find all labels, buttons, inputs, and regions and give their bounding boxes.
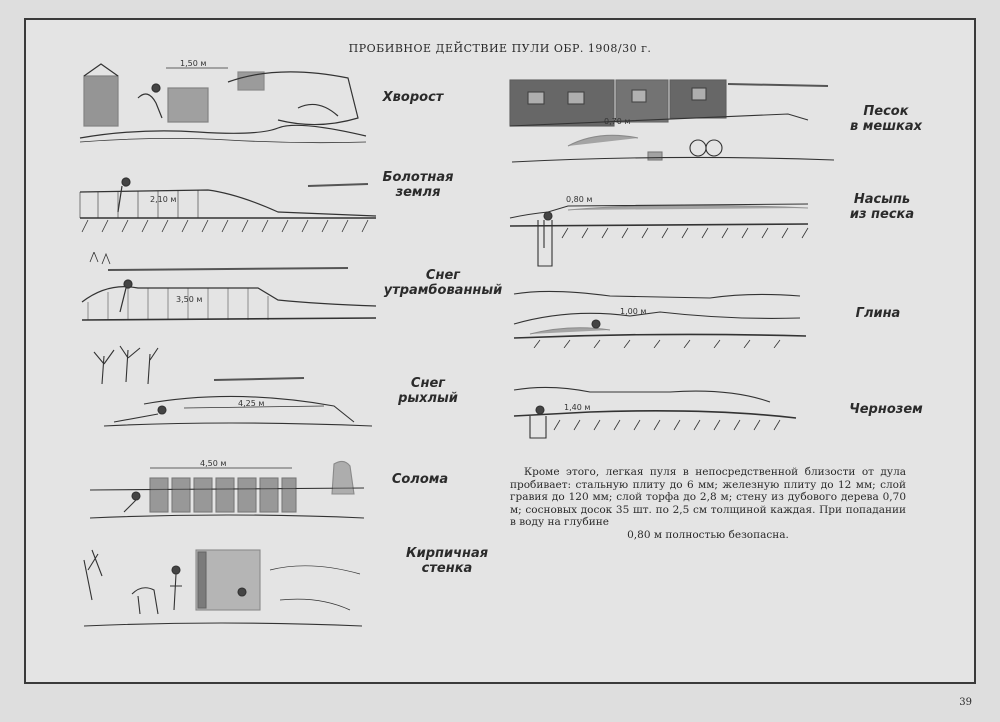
illustration-nasyp bbox=[508, 188, 818, 270]
measure-nasyp: 0,80 м bbox=[566, 195, 593, 204]
illustration-pesok-mesh bbox=[508, 74, 838, 166]
label-sneg-utr: Снег утрамбованный bbox=[383, 268, 503, 298]
illustration-bolotnaya bbox=[78, 172, 378, 238]
measure-soloma: 4,50 м bbox=[200, 459, 227, 468]
illustration-khvorost bbox=[78, 58, 368, 150]
note-paragraph bbox=[510, 466, 906, 541]
page-title: ПРОБИВНОЕ ДЕЙСТВИЕ ПУЛИ ОБР. 1908/30 г. bbox=[348, 42, 652, 55]
label-pesok-mesh: Песок в мешках bbox=[850, 104, 922, 134]
label-bolotnaya: Болотная земля bbox=[382, 170, 454, 200]
label-glina: Глина bbox=[855, 306, 901, 321]
illustration-kirpich bbox=[80, 540, 366, 634]
measure-pesok-mesh: 0,70 м bbox=[604, 117, 631, 126]
label-chernozem: Чернозем bbox=[849, 402, 923, 417]
label-kirpich: Кирпичная стенка bbox=[406, 546, 489, 576]
page-number: 39 bbox=[959, 697, 972, 708]
illustration-soloma bbox=[88, 454, 368, 526]
label-khvorost: Хворост bbox=[382, 90, 444, 105]
measure-sneg-utr: 3,50 м bbox=[176, 295, 203, 304]
illustration-chernozem bbox=[510, 372, 800, 444]
measure-sneg-ryh: 4,25 м bbox=[238, 399, 265, 408]
note-text: Кроме этого, легкая пуля в непосредственной близости от дула пробивает: стальную плиту до 6 мм; железную плиту до 12 мм; слой гравия до 120 мм; слой торфа до 2,8 м; стену из дубового дерева 0,70 м; сосновых досок 35 шт. по 2,5 см толщиной каждая. При попадании в воду на глубине bbox=[510, 466, 906, 528]
illustration-sneg-utr bbox=[78, 252, 378, 328]
label-nasyp: Насыпь из песка bbox=[849, 192, 915, 222]
measure-glina: 1,00 м bbox=[620, 307, 647, 316]
measure-khvorost: 1,50 м bbox=[180, 59, 207, 68]
label-soloma: Солома bbox=[391, 472, 449, 487]
measure-bolotnaya: 2,10 м bbox=[150, 195, 177, 204]
illustration-glina bbox=[510, 284, 810, 348]
illustration-sneg-ryh bbox=[84, 344, 374, 436]
note-last-line: 0,80 м полностью безопасна. bbox=[627, 528, 789, 541]
label-sneg-ryh: Снег рыхлый bbox=[398, 376, 458, 406]
measure-chernozem: 1,40 м bbox=[564, 403, 591, 412]
